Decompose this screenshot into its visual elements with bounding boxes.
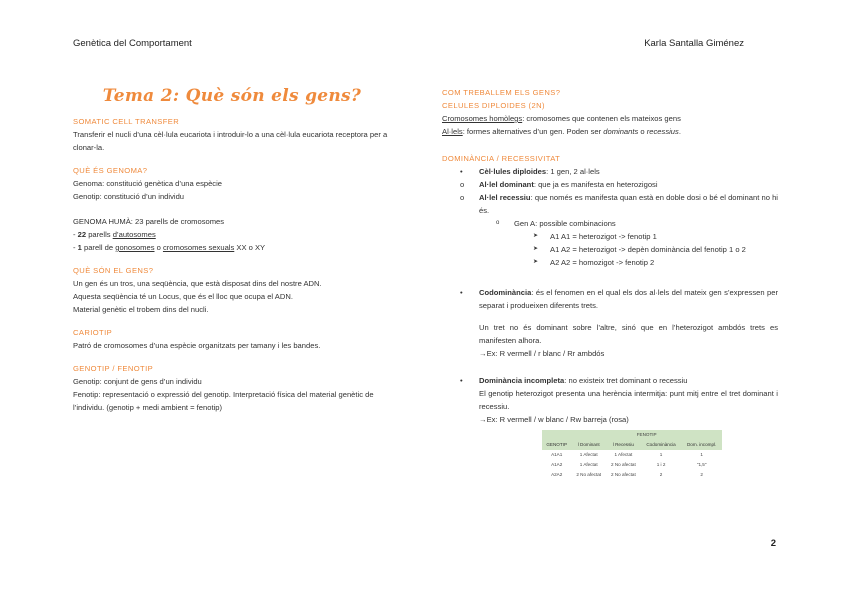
autosomes-line	[73, 228, 391, 241]
xx-xy: XX o XY	[234, 243, 266, 252]
table-header: l Recessiu	[606, 440, 641, 450]
gonosomes-term: gonosomes	[115, 243, 155, 252]
bullet: •	[460, 376, 463, 385]
dash: -	[73, 243, 78, 252]
incomplete-term: Dominància incompleta	[479, 376, 565, 385]
table-header: l Dominant	[571, 440, 606, 450]
recessive-term: Al·lel recessiu	[479, 193, 531, 202]
table-cell: 2	[659, 472, 663, 477]
autosomes-count: 22	[77, 230, 87, 239]
page-number: 2	[770, 538, 776, 549]
codominance-def: : és el fenomen en el qual els dos al·lels del mateix gen s’expressen per separat i produeixen diferents trets.	[479, 288, 778, 310]
table-row	[542, 470, 722, 480]
list-item	[442, 286, 778, 312]
list-item	[442, 230, 778, 243]
phenotype-table	[542, 430, 722, 480]
cariotip-text: Patró de cromosomes d’una espècie organitzats per tamany i les bandes.	[73, 341, 321, 350]
circle-bullet: o	[496, 220, 500, 226]
arrow-bullet-icon: ➤	[533, 259, 539, 265]
dash: -	[73, 230, 78, 239]
dominants-word: dominants	[603, 127, 639, 136]
codominance-example: →Ex: R vermell / r blanc / Rr ambdós	[479, 349, 605, 358]
table-cell: 2 No afectat	[576, 472, 602, 477]
codominance-term: Codominància	[479, 288, 532, 297]
gen-a-line: Gen A: possible combinacions	[514, 219, 616, 228]
page-title: Tema 2: Què són els gens?	[102, 86, 362, 106]
table-top-row	[542, 430, 722, 440]
combination-a1a2: A1 A2 = heterozigot -> depèn dominància del fenotip 1 o 2	[550, 245, 746, 254]
table-cell: 1 i 2	[656, 462, 666, 467]
section-title-treballem: COM TREBALLEM ELS GENS?	[442, 88, 561, 97]
table-top-label: FENOTIP	[571, 430, 722, 440]
genotip-def: Genotip: conjunt de gens d’un individu	[73, 377, 202, 386]
homologs-def: : cromosomes que contenen els mateixos gens	[522, 114, 681, 123]
table-cell: 1 Afectat	[579, 452, 598, 457]
dominant-def: : que ja es manifesta en heterozigosi	[533, 180, 658, 189]
gens-line-3: Material genètic el trobem dins del nucli.	[73, 305, 209, 314]
table-cell: 2 No afectat	[610, 472, 636, 477]
somatic-text: Transferir el nucli d’una cèl·lula eucariota i introduir-lo a una cèl·lula eucariota receptora per a clonar-la.	[73, 130, 388, 152]
gens-line-2: Aquesta seqüència té un Locus, que és el lloc que ocupa el ADN.	[73, 292, 293, 301]
list-item	[442, 243, 778, 256]
codominance-paragraph: Un tret no és dominant sobre l’altre, sinó que en l’heterozigot ambdós trets es manifesten alhora.	[479, 323, 778, 345]
header-right: Karla Santalla Giménez	[644, 38, 744, 49]
dominant-term: Al·lel dominant	[479, 180, 534, 189]
combination-a2a2: A2 A2 = homozigot -> fenotip 2	[550, 258, 655, 267]
table-header: Dom. incompl.	[681, 440, 722, 450]
table-header: GENOTIP	[542, 440, 571, 450]
list-item	[442, 217, 778, 230]
gonosomes-line	[73, 241, 391, 254]
period: .	[678, 127, 681, 136]
section-title-cariotip: CARIOTIP	[73, 328, 113, 337]
section-title-genoma: QUÈ ÉS GENOMA?	[73, 166, 148, 175]
alleles-term: Al·lels	[442, 127, 463, 136]
fenotip-def: Fenotip: representació o expressió del genotip. Interpretació física del material genètic de l’individu. (genotip + medi ambient = fenotip)	[73, 390, 374, 412]
table-cell: "1,5"	[696, 462, 707, 467]
list-item	[442, 191, 778, 217]
or-word: o	[638, 127, 647, 136]
autosomes-mid: parells	[86, 230, 113, 239]
bullet: •	[460, 288, 463, 297]
circle-bullet: o	[460, 180, 465, 189]
list-item	[442, 256, 778, 269]
section-title-dominancia: DOMINÀNCIA / RECESSIVITAT	[442, 154, 561, 163]
gens-line-1: Un gen és un tros, una seqüència, que està disposat dins del nostre ADN.	[73, 279, 322, 288]
genoma-line: Genoma: constitució genètica d’una espècie	[73, 179, 223, 188]
table-cell: 2 No afectat	[610, 462, 636, 467]
table-cell: 1	[659, 452, 663, 457]
list-item	[442, 374, 778, 387]
section-title-genotip-fenotip: GENOTIP / FENOTIP	[73, 364, 154, 373]
table-cell: 1	[700, 452, 703, 457]
combination-a1a1: A1 A1 = heterozigot -> fenotip 1	[550, 232, 657, 241]
table-header-row	[542, 440, 722, 450]
table-cell: A1A1	[551, 452, 563, 457]
left-column	[73, 86, 391, 414]
circle-bullet: o	[460, 193, 465, 202]
header-left: Genètica del Comportament	[73, 38, 192, 49]
diploid-term: Cèl·lules diploides	[479, 167, 547, 176]
table-cell: 1 Afectat	[614, 452, 633, 457]
sex-chromosomes-term: cromosomes sexuals	[162, 243, 235, 252]
bullet: •	[460, 167, 463, 176]
incomplete-paragraph: El genotip heterozigot presenta una herència intermitja: punt mitj entre el tret dominant i recessiu.	[479, 389, 778, 411]
section-title-somatic: SOMATIC CELL TRANSFER	[73, 117, 180, 126]
gonosomes-count: 1	[77, 243, 82, 252]
autosomes-term: d’autosomes	[112, 230, 156, 239]
table-cell: 2	[700, 472, 703, 477]
alleles-line	[442, 125, 778, 138]
table-cell: A1A2	[551, 462, 563, 467]
table-cell: A2A2	[551, 472, 563, 477]
section-title-gens: QUÈ SÓN EL GENS?	[73, 266, 154, 275]
list-item	[442, 178, 778, 191]
diploid-def: : 1 gen, 2 al·lels	[546, 167, 600, 176]
arrow-bullet-icon: ➤	[533, 233, 539, 239]
table-cell: 1 Afectat	[579, 462, 598, 467]
incomplete-def: : no existeix tret dominant o recessiu	[564, 376, 688, 385]
alleles-def: : formes alternatives d’un gen. Poden ser	[462, 127, 604, 136]
list-item	[442, 165, 778, 178]
incomplete-example: →Ex: R vermell / w blanc / Rw barreja (rosa)	[479, 415, 629, 424]
homologs-term: Cromosomes homòlegs	[442, 114, 523, 123]
subtitle-diploides: CELULES DIPLOIDES (2N)	[442, 101, 545, 110]
genoma-huma-line: GENOMA HUMÀ: 23 parells de cromosomes	[73, 217, 225, 226]
recessius-word: recessius	[646, 127, 679, 136]
homologs-line	[442, 112, 778, 125]
table-row	[542, 450, 722, 460]
or-word: o	[154, 243, 163, 252]
gonosomes-mid: parell de	[81, 243, 116, 252]
right-column	[442, 86, 778, 480]
table-row	[542, 460, 722, 470]
recessive-def: : que només es manifesta quan està en doble dosi o bé el dominant no hi és.	[479, 193, 778, 215]
table-header: Codominància	[641, 440, 682, 450]
genotip-line: Genotip: constitució d’un individu	[73, 192, 185, 201]
arrow-bullet-icon: ➤	[533, 246, 539, 252]
